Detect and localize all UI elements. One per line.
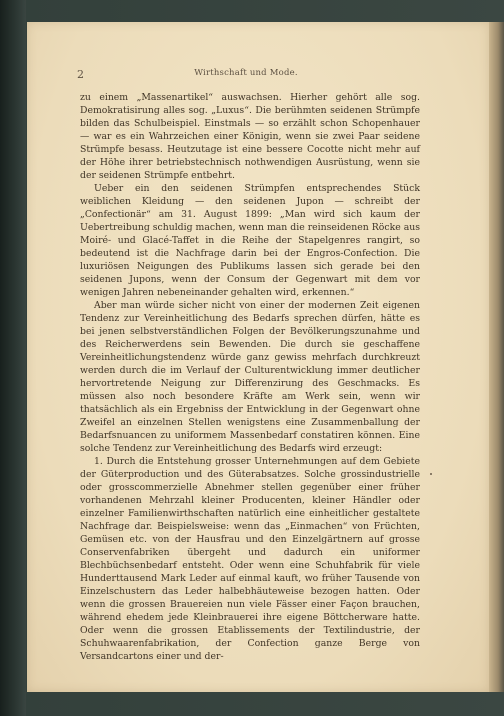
page-edge [489,22,504,692]
book-binding [0,0,26,716]
body-text [80,91,420,663]
paragraph-3: Aber man würde sicher nicht von einer der modernen Zeit eigenen Tendenz zur Vereinheitlichung des Bedarfs sprechen dürfen, hätte es bei jenen selbstverständlichen Folgen der Bevölkerungszunahme und des Reicherwerdens sein Bewenden. Die durch sie geschaffene Vereinheitlichungstendenz würde ganz gewiss mehrfach durchkreuzt werden durch die im Verlauf der Culturentwicklung immer deutlicher hervortretende Neigung zur Differenzirung des Geschmacks. Es müssen also noch besondere Kräfte am Werk sein, wenn wir thatsächlich als ein Ergebniss der Entwicklung in der Gegenwart ohne Zweifel an einzelnen Stellen wenigstens eine Zusammenballung der Bedarfsnuancen zu uniformem Massenbedarf constatiren können. Eine solche Tendenz zur Vereinheitlichung des Bedarfs wird erzeugt: [80,300,420,454]
page-number: 2 [77,68,84,81]
paragraph-4: 1. Durch die Entstehung grosser Unternehmungen auf dem Gebiete der Güterproduction und des Güterabsatzes. Solche grossindustrielle oder grosscommerzielle Abnehmer stellen gegenüber einer früher vorhandenen Mehrzahl kleiner Producenten, kleiner Händler oder einzelner Familienwirthschaften natürlich eine einheitlicher gestaltete Nachfrage dar. Beispielsweise: wenn das „Einmachen“ von Früchten, Gemüsen etc. von der Hausfrau und den Einzelgärtnern auf grosse Conservenfabriken übergeht und dadurch ein uniformer Blechbüchsenbedarf entsteht. Oder wenn eine Schuhfabrik für viele Hunderttausend Mark Leder auf einmal kauft, wo früher Tausende von Einzelschustern das Leder halbebhäuteweise bezogen hatten. Oder wenn die grossen Brauereien nun viele Fässer einer Façon brauchen, während ehedem jede Kleinbrauerei ihre eigene Böttcherware hatte. Oder wenn die grossen Etablissements der Textilindustrie, der Schuhwaarenfabrikation, der Confection ganze Berge von Versandcartons einer und der- [80,456,420,662]
page-header [77,68,415,82]
running-head: Wirthschaft und Mode. [194,68,298,78]
paragraph-2: Ueber ein den seidenen Strümpfen entsprechendes Stück weiblichen Kleidung — den seidenen Jupon — schreibt der „Confectionär“ am 31. August 1899: „Man wird sich kaum der Uebertreibung schuldig machen, wenn man die reinseidenen Röcke aus Moiré- und Glacé-Taffet in die Reihe der Stapelgenres rangirt, so bedeutend ist die Nachfrage darin bei der Engros-Confection. Die luxuriösen Neigungen des Publikums lassen sich gerade bei den seidenen Jupons, wenn der Consum der Gegenwart mit dem vor wenigen Jahren nebeneinander gehalten wird, erkennen.“ [80,183,420,298]
paragraph-1: zu einem „Massenartikel“ auswachsen. Hierher gehört alle sog. Demokratisirung alles sog. „Luxus“. Die berühmten seidenen Strümpfe bilden das Schulbeispiel. Einstmals — so erzählt schon Schopenhauer — war es ein Wahrzeichen einer Königin, wenn sie zwei Paar seidene Strümpfe besass. Heutzutage ist eine bessere Cocotte nicht mehr auf der Höhe ihrer betriebstechnisch nothwendigen Ausrüstung, wenn sie der seidenen Strümpfe entbehrt. [80,92,420,181]
ink-speck [430,473,432,475]
